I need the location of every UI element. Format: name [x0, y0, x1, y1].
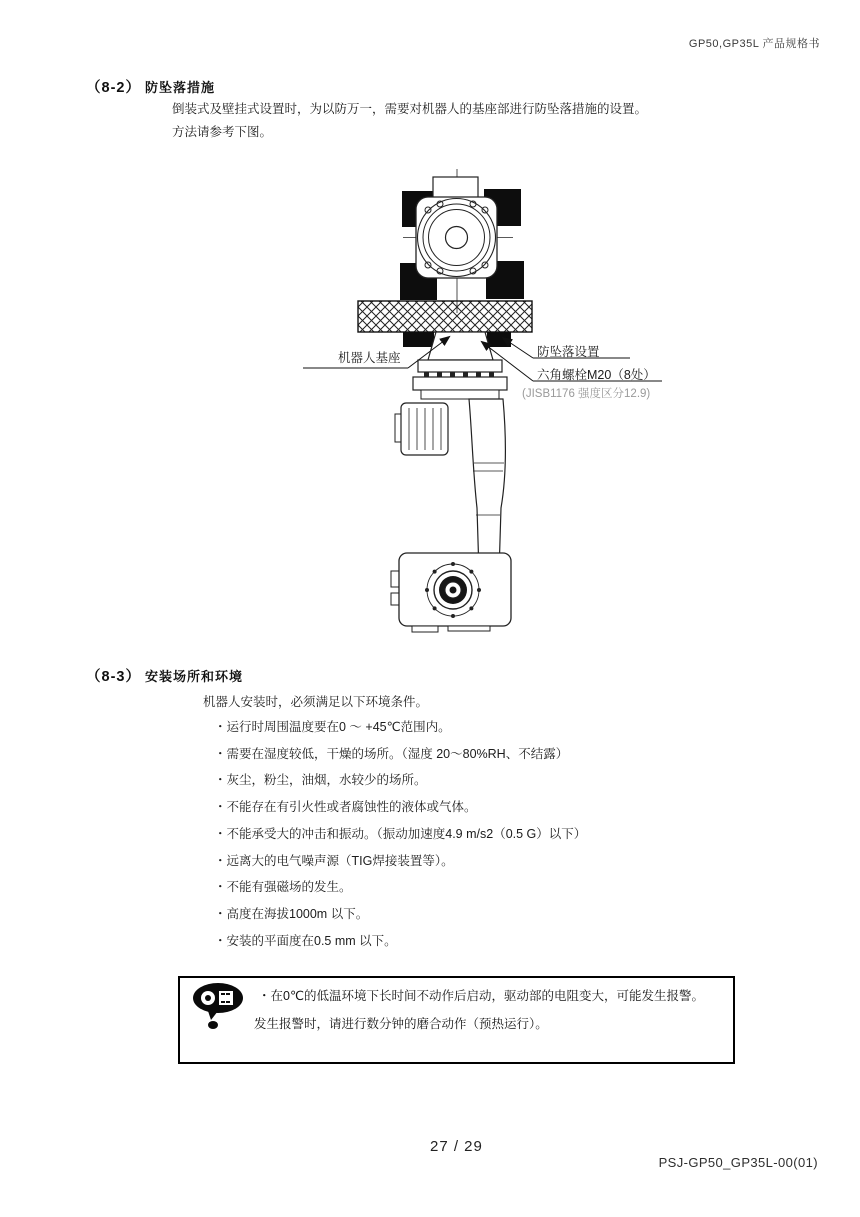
list-item: ・安装的平面度在0.5 mm 以下。 [214, 933, 397, 948]
base-top-view [400, 169, 524, 313]
fall-prevention-plate-left [403, 332, 434, 347]
section-8-3-intro: 机器人安装时，必须满足以下环境条件。 [203, 695, 429, 709]
fall-prevention-plate-right [487, 332, 511, 347]
list-item: ・运行时周围温度要在0 ～ +45℃范围内。 [214, 720, 451, 734]
note-box [178, 976, 735, 1064]
label-robot-base: 机器人基座 [338, 351, 401, 365]
note-line1: ・在0℃的低温环境下长时间不动作后启动，驱动部的电阻变大，可能发生报警。 [258, 989, 704, 1003]
list-item: ・不能存在有引火性或者腐蚀性的液体或气体。 [214, 800, 477, 815]
section-8-2-body-line1: 倒装式及壁挂式设置时，为以防万一，需要对机器人的基座部进行防坠落措施的设置。 [172, 102, 648, 116]
section-8-3-number: （8-3） [86, 669, 141, 685]
list-item: ・不能承受大的冲击和振动。（振动加速度4.9 m/s2（0.5 G）以下） [214, 826, 587, 841]
label-fall-prevention: 防坠落设置 [537, 345, 600, 359]
list-item: ・不能有强磁场的发生。 [214, 880, 352, 895]
section-8-2-heading [86, 76, 215, 97]
list-item: ・需要在湿度较低，干燥的场所。（湿度 20～80%RH、不结露） [214, 746, 569, 761]
speech-balloon-note-icon [188, 980, 246, 1030]
environment-conditions-list [214, 714, 586, 954]
label-hex-bolt: 六角螺栓M20（8处） [537, 368, 656, 382]
list-item: ・远离大的电气噪声源（TIG焊接装置等）。 [214, 853, 454, 868]
note-line2: 发生报警时，请进行数分钟的磨合动作（预热运行）。 [254, 1017, 548, 1031]
arrow-to-fall-prevention [503, 338, 533, 358]
section-8-2-number: （8-2） [86, 80, 141, 96]
section-8-3-title: 安装场所和环境 [144, 669, 243, 684]
list-item: ・灰尘，粉尘，油烟，水较少的场所。 [214, 773, 427, 788]
section-8-2-body-line2: 方法请参考下图。 [172, 124, 273, 139]
page-number: 27 / 29 [430, 1138, 483, 1155]
document-code: PSJ-GP50_GP35L-00(01) [658, 1155, 818, 1170]
document-title-header: GP50,GP35L 产品规格书 [688, 38, 820, 50]
section-8-2-paragraph [172, 98, 647, 143]
robot-side-view [391, 332, 511, 632]
section-8-3-heading [86, 665, 243, 686]
ceiling-hatch [358, 301, 532, 332]
label-bolt-spec: (JISB1176 强度区分12.9) [522, 388, 651, 400]
list-item: ・高度在海拔1000m 以下。 [214, 906, 369, 921]
section-8-2-title: 防坠落措施 [144, 80, 215, 95]
